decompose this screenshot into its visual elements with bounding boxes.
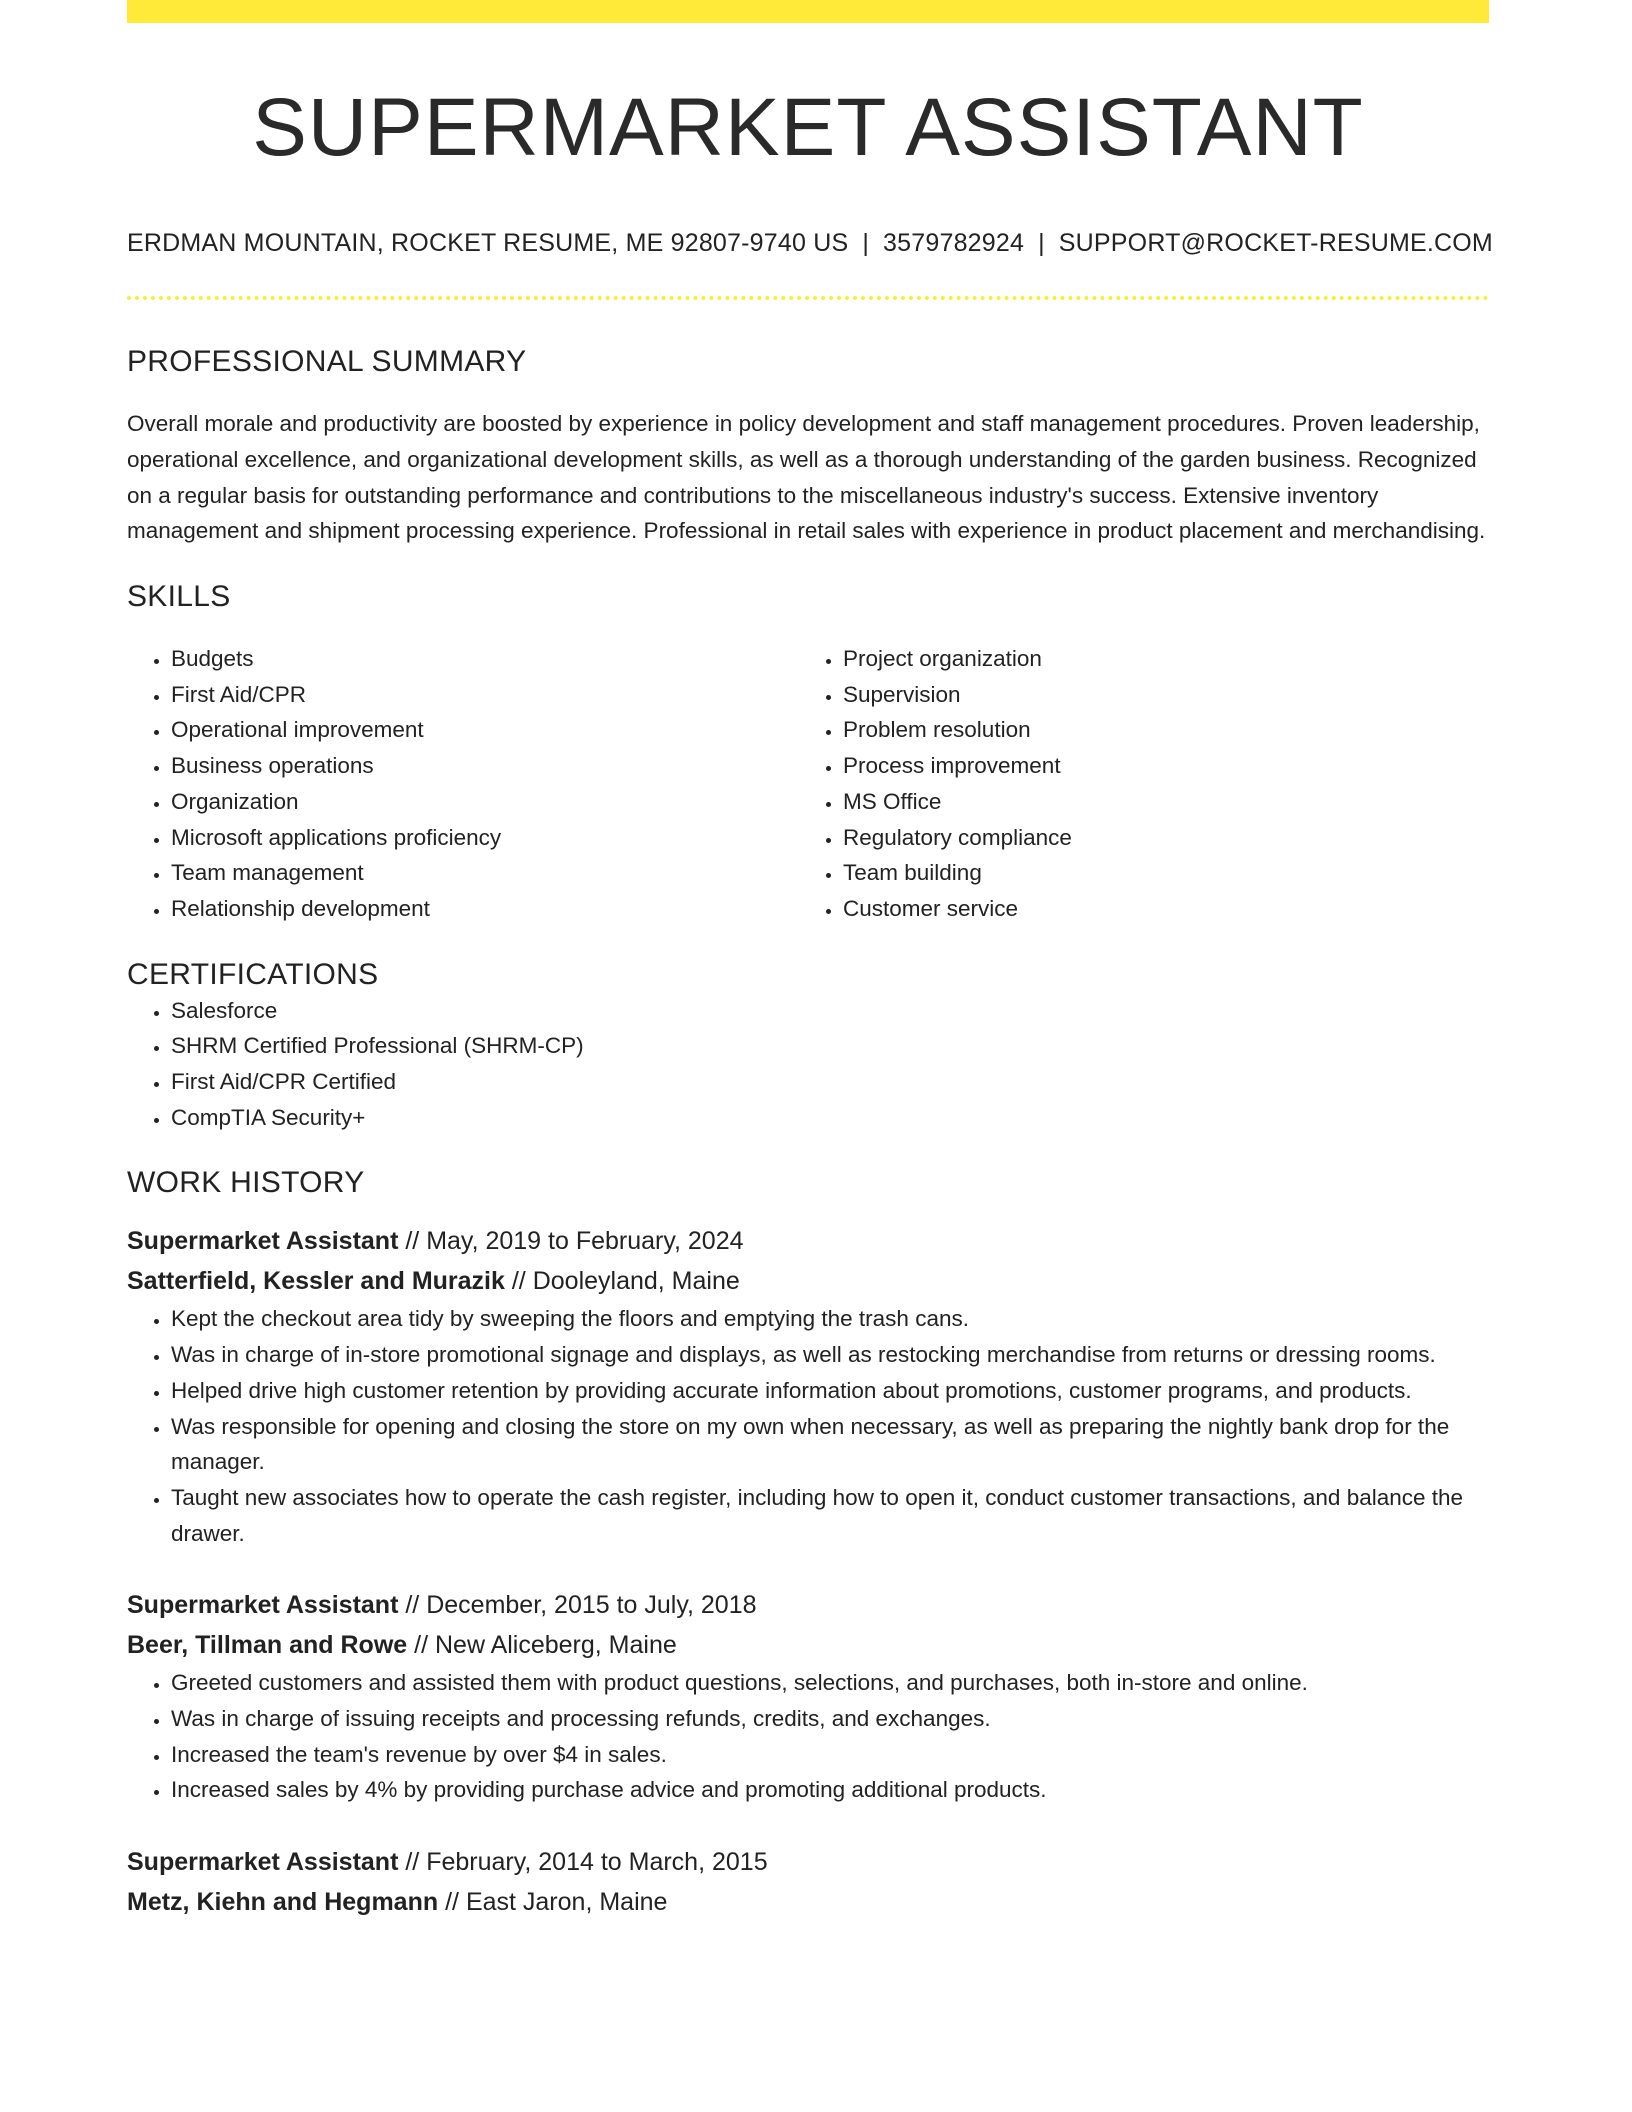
resume-page	[127, 0, 1493, 1922]
skill-item: • Regulatory compliance	[843, 820, 1471, 856]
job-separator: //	[438, 1888, 466, 1917]
job-dates: May, 2019 to February, 2024	[426, 1227, 744, 1256]
job-separator: //	[398, 1227, 427, 1256]
job-entry	[127, 1585, 1489, 1808]
job-bullets	[127, 1665, 1489, 1808]
contact-address: ERDMAN MOUNTAIN, ROCKET RESUME, ME 92807-9740 US	[127, 229, 849, 258]
skill-item: • Organization	[171, 784, 799, 820]
job-role: Supermarket Assistant	[127, 1227, 399, 1256]
job-company-line	[127, 1261, 1489, 1301]
summary-heading: PROFESSIONAL SUMMARY	[127, 345, 527, 379]
skill-item: • Process improvement	[843, 748, 1471, 784]
job-bullet: • Increased sales by 4% by providing purchase advice and promoting additional products.	[171, 1772, 1489, 1808]
skills-heading: SKILLS	[127, 580, 231, 613]
job-bullet: • Was responsible for opening and closing the store on my own when necessary, as well as preparing the nightly bank drop for the manager.	[171, 1409, 1489, 1480]
skill-item: • Business operations	[171, 748, 799, 784]
skills-grid	[127, 641, 1489, 927]
job-separator: //	[407, 1631, 435, 1660]
job-role: Supermarket Assistant	[127, 1848, 399, 1877]
job-bullet: • Was in charge of issuing receipts and processing refunds, credits, and exchanges.	[171, 1701, 1489, 1737]
contact-phone[interactable]: 3579782924	[883, 229, 1025, 258]
skill-item: • Project organization	[843, 641, 1471, 677]
skill-item: • Operational improvement	[171, 712, 799, 748]
job-company-line	[127, 1625, 1489, 1665]
job-title-line	[127, 1221, 1489, 1261]
skill-item: • Supervision	[843, 677, 1471, 713]
work-history-heading: WORK HISTORY	[127, 1166, 365, 1200]
certification-item: • Salesforce	[171, 993, 1489, 1029]
job-company: Beer, Tillman and Rowe	[127, 1631, 408, 1660]
skill-item: • Microsoft applications proficiency	[171, 820, 799, 856]
job-bullet: • Greeted customers and assisted them with product questions, selections, and purchases, both in-store and online.	[171, 1665, 1489, 1701]
certifications-list	[127, 993, 1489, 1136]
job-bullet: • Was in charge of in-store promotional signage and displays, as well as restocking merchandise from returns or dressing rooms.	[171, 1337, 1489, 1373]
job-location: Dooleyland, Maine	[532, 1267, 740, 1296]
skill-item: • MS Office	[843, 784, 1471, 820]
job-entry	[127, 1842, 1489, 1922]
job-separator: //	[398, 1591, 427, 1620]
skill-item: • Team building	[843, 855, 1471, 891]
skill-item: • Problem resolution	[843, 712, 1471, 748]
job-title-line	[127, 1585, 1489, 1625]
job-bullet: • Taught new associates how to operate the cash register, including how to open it, conduct customer transactions, and balance the drawer.	[171, 1480, 1489, 1551]
job-title-line	[127, 1842, 1489, 1882]
resume-name: SUPERMARKET ASSISTANT	[252, 82, 1364, 173]
job-bullet: • Helped drive high customer retention by providing accurate information about promotions, customer programs, and products.	[171, 1373, 1489, 1409]
job-entry	[127, 1221, 1489, 1551]
contact-separator: |	[1038, 229, 1045, 258]
job-dates: February, 2014 to March, 2015	[426, 1848, 768, 1877]
job-company: Satterfield, Kessler and Murazik	[127, 1267, 505, 1296]
certifications-heading: CERTIFICATIONS	[127, 957, 379, 991]
contact-separator: |	[862, 229, 870, 258]
skill-item: • Team management	[171, 855, 799, 891]
job-role: Supermarket Assistant	[127, 1591, 399, 1620]
skill-item: • Budgets	[171, 641, 799, 677]
skills-column-right	[799, 641, 1471, 927]
job-location: New Aliceberg, Maine	[434, 1631, 677, 1660]
job-company: Metz, Kiehn and Hegmann	[127, 1888, 439, 1917]
job-separator: //	[398, 1848, 427, 1877]
accent-bar	[127, 0, 1489, 23]
job-dates: December, 2015 to July, 2018	[426, 1591, 757, 1620]
job-company-line	[127, 1882, 1489, 1922]
contact-line	[127, 229, 1493, 258]
skills-column-left	[127, 641, 799, 927]
certification-item: • SHRM Certified Professional (SHRM-CP)	[171, 1028, 1489, 1064]
dotted-divider	[127, 296, 1489, 300]
skill-item: • First Aid/CPR	[171, 677, 799, 713]
job-bullets	[127, 1301, 1489, 1551]
job-bullet: • Increased the team's revenue by over $4 in sales.	[171, 1737, 1489, 1773]
skill-item: • Relationship development	[171, 891, 799, 927]
certification-item: • CompTIA Security+	[171, 1100, 1489, 1136]
job-location: East Jaron, Maine	[465, 1888, 668, 1917]
certification-item: • First Aid/CPR Certified	[171, 1064, 1489, 1100]
skill-item: • Customer service	[843, 891, 1471, 927]
contact-email[interactable]: SUPPORT@ROCKET-RESUME.COM	[1058, 229, 1493, 258]
job-bullet: • Kept the checkout area tidy by sweeping the floors and emptying the trash cans.	[171, 1301, 1489, 1337]
job-separator: //	[504, 1267, 533, 1296]
summary-text: Overall morale and productivity are boosted by experience in policy development and staff management procedures. Proven leadership, operational excellence, and organizational development skills, as well as a thorough understanding of the garden business. Recognized on a regular basis for outstanding performance and contributions to the miscellaneous industry's success. Extensive inventory management and shipment processing experience. Professional in retail sales with experience in product placement and merchandising.	[127, 411, 1486, 544]
